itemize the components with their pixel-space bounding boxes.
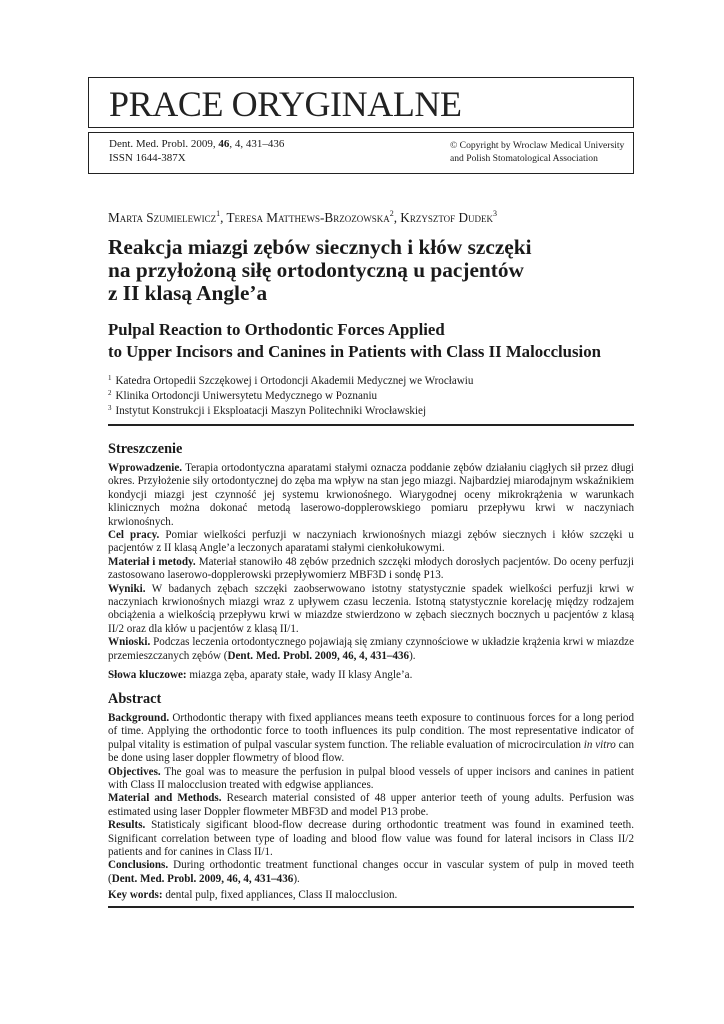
author-name: Marta Szumielewicz (108, 210, 217, 225)
affiliation: $^2$ Klinika Ortodoncji Uniwersytetu Medycznego w Poznaniu (108, 389, 378, 402)
journal-info-box (88, 132, 634, 174)
affiliation: $^3$ Instytut Konstrukcji i Eksploatacji Maszyn Politechniki Wrocławskiej (108, 404, 427, 417)
slowa-kluczowe: Słowa kluczowe: miazga zęba, aparaty stałe, wady II klasy Angle’a. (108, 669, 413, 681)
divider-bottom (108, 906, 634, 908)
article-title-polish: Reakcja miazgi zębów siecznych i kłów szczęki na przyłożoną siłę ortodontyczną u pacjentów z II klasą Angle’a (108, 235, 532, 305)
author-name: Teresa Matthews-Brzozowska (226, 210, 390, 225)
issn: ISSN 1644-387X (109, 151, 186, 164)
streszczenie-body: Wprowadzenie. Terapia ortodontyczna aparatami stałymi oznacza poddanie zębów działaniu ciągłych sił przez długi okres. Przyłożenie siły ortodontycznej do zęba ma wpływ na stan jego miazgi. Najbardziej miarodajnym wskaźnikiem kondycji miazgi jest czynność jej systemu krwionośnego. Wiarygodnej oceny mikrokrążenia w warunkach klinicznych można dokonać metodą laserowo-dopplerowskiego pomiaru przepływu krwi w naczyniach krwionośnych. Cel pracy. Pomiar wielkości perfuzji w naczyniach krwionośnych miazgi zębów siecznych i kłów szczęki u pacjentów z II klasą Angle’a leczonych aparatami stałymi cienkołukowymi. Materiał i metody. Materiał stanowiło 48 zębów przednich szczęki młodych dorosłych pacjentów. Do oceny perfuzji zastosowano laserowo-dopplerowski przepływomierz MBF3D i sondę P13. Wyniki. W badanych zębach szczęki zaobserwowano istotny statystycznie spadek wielkości perfuzji krwi w naczyniach krwionośnych miazgi wraz z upływem czasu leczenia. Istotną statystycznie korelację między rodzajem obciążenia a wielkością przepływu krwi w miazdze stwierdzono w zębach siecznych bocznych u pacjentów z klasą II/2 oraz dla kłów u pacjentów z klasą II/1. Wnioski. Podczas leczenia ortodontycznego pojawiają się zmiany czynnościowe w układzie krążenia krwi w miazdze przemieszczanych zębów (Dent. Med. Probl. 2009, 46, 4, 431–436). (108, 462, 634, 662)
copyright: © Copyright by Wroclaw Medical University and Polish Stomatological Association (450, 140, 625, 164)
streszczenie-heading: Streszczenie (108, 441, 183, 457)
section-title: PRACE ORYGINALNE (109, 84, 462, 124)
abstract-body: Background. Orthodontic therapy with fixed appliances means teeth exposure to continuous forces for a long period of time. Applying the orthodontic force to tooth influences its pulp condition. The most representative indicator of pulpal vitality is estimation of pulpal vascular system function. The reliable evaluation of microcirculation in vitro can be done using laser doppler flowmetry of blood flow. Objectives. The goal was to measure the perfusion in pulpal blood vessels of upper incisors and canines in patient with Class II malocclusion treated with edgwise appliances. Material and Methods. Research material consisted of 48 upper anterior teeth of young adults. Perfusion was estimated using laser Doppler flowmeter MBF3D and model P13 probe. Results. Statisticaly sigificant blood-flow decrease during orthodontic treatment was found in examined teeth. Significant correlation between type of loading and blood flow value was found for lateral incisors in Class II/2 patients and for canines in Class II/1. Conclusions. During orthodontic treatment functional changes occur in vascular system of pulp in moved teeth (Dent. Med. Probl. 2009, 46, 4, 431–436). (108, 712, 635, 885)
divider-top (108, 424, 634, 426)
abstract-heading: Abstract (108, 691, 162, 707)
affiliation: $^1$ Katedra Ortopedii Szczękowej i Ortodoncji Akademii Medycznej we Wrocławiu (108, 374, 474, 387)
section-banner (88, 77, 634, 128)
journal-citation: Dent. Med. Probl. 2009, 46, 4, 431–436 ISSN 1644-387X (109, 138, 285, 164)
author-name: Krzysztof Dudek (400, 210, 493, 225)
article-title-english: Pulpal Reaction to Orthodontic Forces Applied to Upper Incisors and Canines in Patients with Class II Malocclusion (108, 320, 601, 361)
affiliations (108, 374, 473, 419)
key-words: Key words: dental pulp, fixed appliances, Class II malocclusion. (108, 889, 398, 901)
author-list: Marta Szumielewicz$^1$, Teresa Matthews-Brzozowska$^2$, Krzysztof Dudek$^3$ (108, 209, 497, 225)
